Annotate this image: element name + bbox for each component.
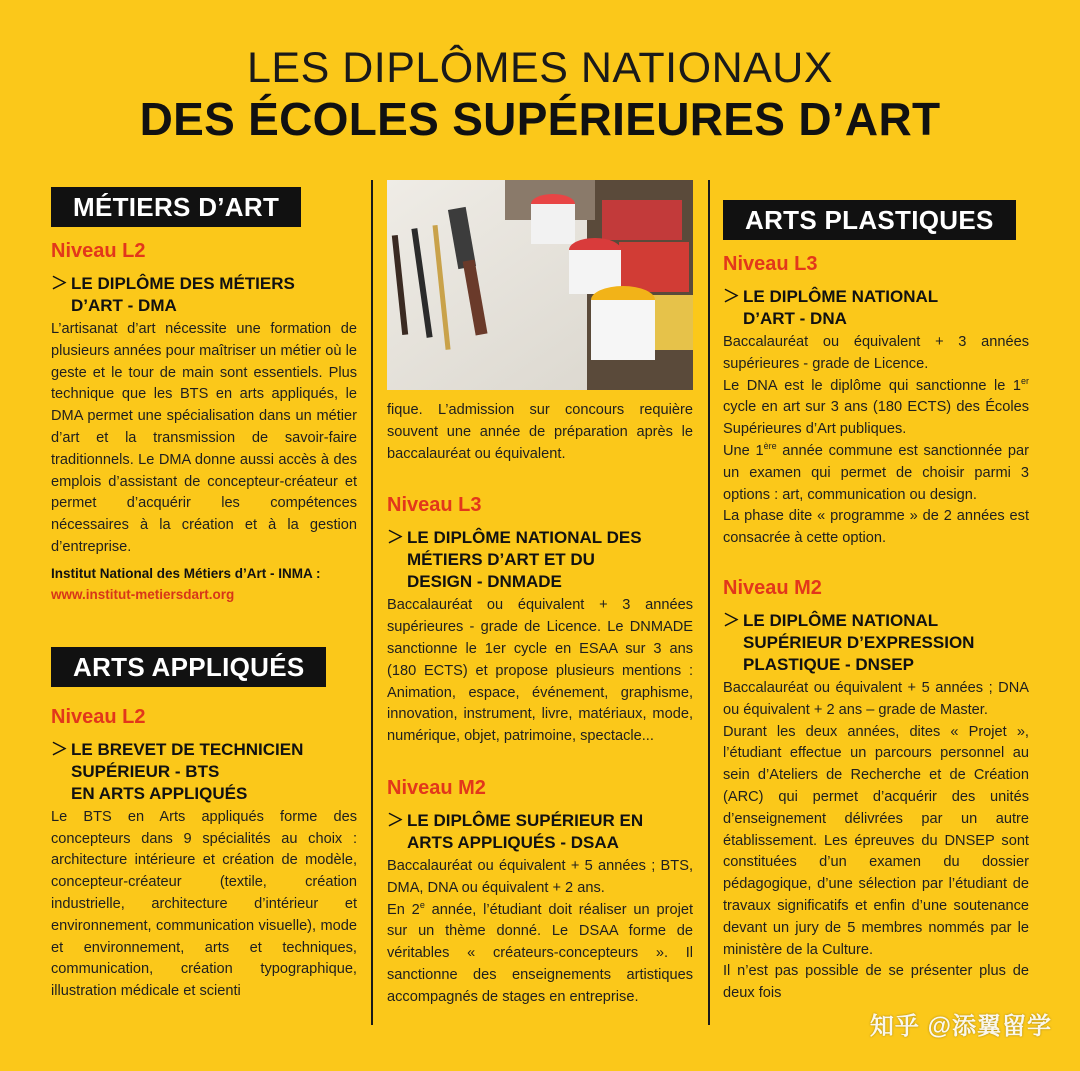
niveau-label: Niveau M2 bbox=[723, 576, 822, 599]
diploma-title-line: EN ARTS APPLIQUÉS bbox=[71, 783, 248, 803]
diploma-title-dnmade bbox=[387, 527, 693, 593]
diploma-title-line: LE DIPLÔME NATIONAL DES bbox=[407, 528, 642, 548]
paragraph-dna-3: Une 1ère année commune est sanctionnée par un examen qui permet de choisir parmi 3 options : art, communication ou design. bbox=[723, 441, 1029, 503]
diploma-title-line: LE DIPLÔME DES MÉTIERS bbox=[71, 274, 295, 293]
paragraph-bts: Le BTS en Arts appliqués forme des concepteurs dans 9 spécialités au choix : architecture intérieure et création de modèle, concepteur-créateur (textile, création industrielle, architecture d’intérieur et environnement, communication visuelle), mode et environnement, arts et techniques, communication, création typographique, illustration médicale et scienti bbox=[51, 808, 357, 1000]
diploma-title-line: SUPÉRIEUR D’EXPRESSION bbox=[743, 632, 975, 652]
art-supplies-photo bbox=[387, 180, 693, 390]
paragraph-bts-continuation: fique. L’admission sur concours requière souvent une année de préparation après le baccalauréat ou équivalent. bbox=[387, 402, 693, 462]
title-line-1: LES DIPLÔMES NATIONAUX bbox=[246, 44, 834, 92]
paragraph-dnmade: Baccalauréat ou équivalent + 3 années supérieures - grade de Licence. Le DNMADE sanctionne le 1er cycle en ESAA sur 3 ans (180 ECTS) et propose plusieurs mentions : Animation, espace, événement, graphisme, innovation, instrument, livre, matériaux, mode, numérique, objet, patrimoine, spectacle... bbox=[387, 597, 693, 745]
diploma-title-dma bbox=[51, 273, 357, 317]
column-1 bbox=[51, 187, 357, 1003]
diploma-title-bts bbox=[51, 739, 357, 805]
diploma-title-line: PLASTIQUE - DNSEP bbox=[743, 654, 914, 674]
diploma-title-line: LE DIPLÔME SUPÉRIEUR EN bbox=[407, 810, 644, 830]
chevron-right-icon: ＞ bbox=[723, 610, 740, 630]
paragraph-dnsep-3: Il n’est pas possible de se présenter plus de deux fois bbox=[723, 963, 1029, 1002]
title-line-2: DES ÉCOLES SUPÉRIEURES D’ART bbox=[139, 93, 941, 145]
paragraph-dna-4: La phase dite « programme » de 2 années est consacrée à cette option. bbox=[723, 508, 1029, 547]
diploma-title-line: LE DIPLÔME NATIONAL bbox=[743, 287, 939, 306]
diploma-title-line: LE DIPLÔME NATIONAL bbox=[743, 610, 939, 630]
section-box-metiers-dart: MÉTIERS D’ART bbox=[51, 187, 301, 227]
column-3 bbox=[723, 200, 1029, 1005]
diploma-title-line: SUPÉRIEUR - BTS bbox=[71, 761, 220, 781]
niveau-label: Niveau L3 bbox=[723, 253, 818, 275]
institut-label: Institut National des Métiers d’Art - INMA : bbox=[51, 565, 321, 581]
paragraph-dsaa-2: En 2e année, l’étudiant doit réaliser un projet sur un thème donné. Le DSAA forme de véritables « créateurs-concepteurs ». Il sanctionne des enseignements artistiques accompagnés de stages en entreprise. bbox=[387, 899, 694, 1005]
niveau-label: Niveau M2 bbox=[387, 776, 486, 799]
paragraph-dsaa-1: Baccalauréat ou équivalent + 5 années ; BTS, DMA, DNA ou équivalent + 2 ans. bbox=[387, 857, 693, 896]
chevron-right-icon: ＞ bbox=[51, 274, 68, 293]
diploma-title-line: ARTS APPLIQUÉS - DSAA bbox=[407, 832, 619, 852]
chevron-right-icon: ＞ bbox=[387, 810, 404, 830]
paragraph-dma: L’artisanat d’art nécessite une formation de plusieurs années pour maîtriser un métier où le geste et le tour de main sont essentiels. Plus technique que les BTS en arts appliqués, le DMA permet une spécialisation dans un métier d’art et la transmission de savoir-faire traditionnels. Le DMA donne aussi accès à des emplois d’assistant de concepteur-créateur et permet d’acquérir les compétences nécessaires à la création et à la gestion d’entreprise. bbox=[51, 321, 357, 555]
chevron-right-icon: ＞ bbox=[387, 528, 404, 548]
diploma-title-line: DESIGN - DNMADE bbox=[407, 572, 562, 592]
niveau-label: Niveau L2 bbox=[51, 240, 146, 262]
niveau-label: Niveau L3 bbox=[387, 494, 482, 517]
column-divider bbox=[371, 180, 373, 1025]
chevron-right-icon: ＞ bbox=[51, 739, 68, 759]
diploma-title-line: LE BREVET DE TECHNICIEN bbox=[71, 739, 304, 759]
paragraph-dnsep-1: Baccalauréat ou équivalent + 5 années ; DNA ou équivalent + 2 ans – grade de Master. bbox=[723, 679, 1029, 718]
diploma-title-line: MÉTIERS D’ART ET DU bbox=[407, 550, 595, 570]
niveau-label: Niveau L2 bbox=[51, 705, 146, 728]
diploma-title-dnsep bbox=[723, 610, 1029, 676]
section-box-arts-appliques: ARTS APPLIQUÉS bbox=[51, 647, 326, 687]
paragraph-dna-2: Le DNA est le diplôme qui sanctionne le 1er cycle en art sur 3 ans (180 ECTS) des Écoles Supérieures d’Art publiques. bbox=[723, 375, 1029, 438]
column-divider bbox=[708, 180, 710, 1025]
diploma-title-line: D’ART - DMA bbox=[71, 296, 177, 315]
watermark: 知乎 @添翼留学 bbox=[869, 1013, 1052, 1040]
chevron-right-icon: ＞ bbox=[723, 287, 740, 306]
institut-link[interactable]: www.institut-metiersdart.org bbox=[51, 586, 235, 602]
column-2 bbox=[387, 180, 693, 1009]
diploma-title-dna bbox=[723, 286, 1029, 330]
diploma-title-line: D’ART - DNA bbox=[743, 309, 847, 328]
section-box-arts-plastiques: ARTS PLASTIQUES bbox=[723, 200, 1016, 240]
paragraph-dnsep-2: Durant les deux années, dites « Projet », l’étudiant effectue un parcours personnel au sein d’Ateliers de Recherche et de Création (ARC) qui permet d’acquérir des unités d’enseignement délivrées par un autre établissement. Les épreuves du DNSEP sont constituées d’un examen du dossier pédagogique, d’une sélection par l’étudiant de travaux significatifs et enfin d’une soutenance devant un jury de 5 membres nommés par le ministère de la Culture. bbox=[723, 723, 1029, 958]
diploma-title-dsaa bbox=[387, 810, 693, 854]
paragraph-dna-1: Baccalauréat ou équivalent + 3 années supérieures - grade de Licence. bbox=[723, 334, 1029, 372]
